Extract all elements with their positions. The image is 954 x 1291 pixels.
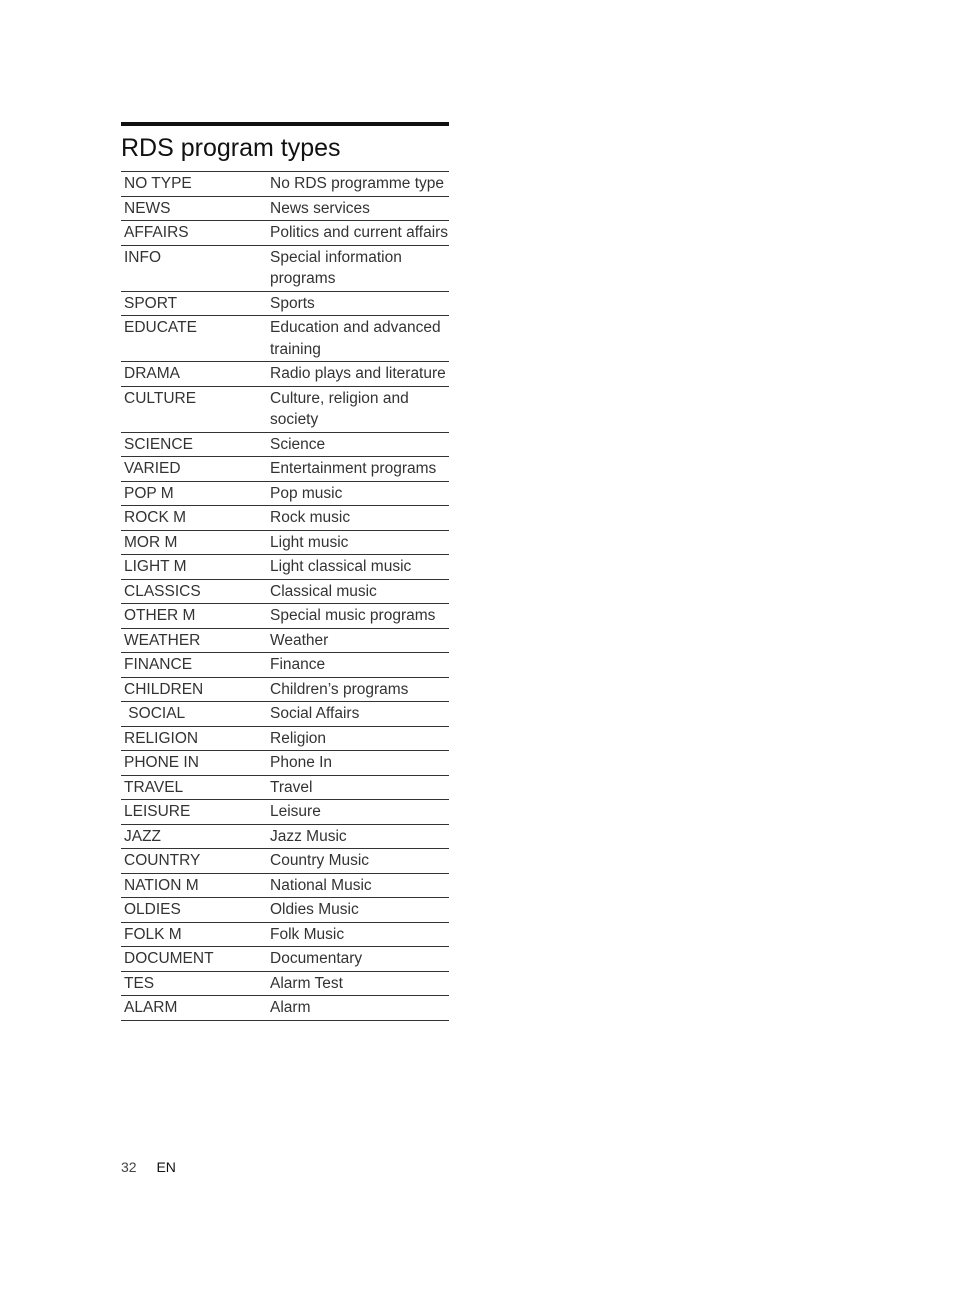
table-row bbox=[121, 506, 449, 531]
table-row bbox=[121, 800, 449, 825]
table-row bbox=[121, 386, 449, 432]
table-row bbox=[121, 947, 449, 972]
program-type-code: VARIED bbox=[121, 457, 267, 482]
table-row bbox=[121, 579, 449, 604]
table-row bbox=[121, 555, 449, 580]
program-type-code: WEATHER bbox=[121, 628, 267, 653]
program-type-code: CLASSICS bbox=[121, 579, 267, 604]
table-row bbox=[121, 824, 449, 849]
program-type-description: Radio plays and literature bbox=[267, 362, 449, 387]
table-row bbox=[121, 677, 449, 702]
table-row bbox=[121, 849, 449, 874]
program-types-table bbox=[121, 172, 449, 1021]
program-type-description: Country Music bbox=[267, 849, 449, 874]
program-type-code: JAZZ bbox=[121, 824, 267, 849]
program-type-description: Folk Music bbox=[267, 922, 449, 947]
table-row bbox=[121, 775, 449, 800]
table-row bbox=[121, 245, 449, 291]
page-number: 32 bbox=[121, 1159, 137, 1175]
program-type-description: National Music bbox=[267, 873, 449, 898]
program-type-code: OTHER M bbox=[121, 604, 267, 629]
table-row bbox=[121, 196, 449, 221]
table-row bbox=[121, 971, 449, 996]
page-footer bbox=[121, 1159, 176, 1175]
program-type-description: Travel bbox=[267, 775, 449, 800]
program-type-description: Social Affairs bbox=[267, 702, 449, 727]
table-row bbox=[121, 996, 449, 1021]
program-type-code: ROCK M bbox=[121, 506, 267, 531]
program-type-description: Special information programs bbox=[267, 245, 449, 291]
program-type-description: News services bbox=[267, 196, 449, 221]
program-type-code: DOCUMENT bbox=[121, 947, 267, 972]
table-row bbox=[121, 172, 449, 196]
program-type-code: INFO bbox=[121, 245, 267, 291]
program-type-description: Pop music bbox=[267, 481, 449, 506]
program-type-description: Light music bbox=[267, 530, 449, 555]
program-type-description: Sports bbox=[267, 291, 449, 316]
program-type-code: OLDIES bbox=[121, 898, 267, 923]
program-type-description: Science bbox=[267, 432, 449, 457]
program-type-code: AFFAIRS bbox=[121, 221, 267, 246]
program-type-description: Entertainment programs bbox=[267, 457, 449, 482]
program-type-code: TES bbox=[121, 971, 267, 996]
program-type-code: RELIGION bbox=[121, 726, 267, 751]
program-type-description: Classical music bbox=[267, 579, 449, 604]
table-row bbox=[121, 604, 449, 629]
table-row bbox=[121, 751, 449, 776]
program-type-code: LEISURE bbox=[121, 800, 267, 825]
program-type-description: Children’s programs bbox=[267, 677, 449, 702]
program-type-description: Light classical music bbox=[267, 555, 449, 580]
program-type-code: POP M bbox=[121, 481, 267, 506]
program-type-code: FINANCE bbox=[121, 653, 267, 678]
program-type-description: Culture, religion and society bbox=[267, 386, 449, 432]
table-row bbox=[121, 530, 449, 555]
program-type-code: TRAVEL bbox=[121, 775, 267, 800]
program-type-description: Finance bbox=[267, 653, 449, 678]
table-row bbox=[121, 362, 449, 387]
table-row bbox=[121, 726, 449, 751]
program-type-code: SCIENCE bbox=[121, 432, 267, 457]
program-type-description: Documentary bbox=[267, 947, 449, 972]
table-row bbox=[121, 291, 449, 316]
program-type-description: Rock music bbox=[267, 506, 449, 531]
table-row bbox=[121, 628, 449, 653]
program-type-code: COUNTRY bbox=[121, 849, 267, 874]
page-title: RDS program types bbox=[121, 126, 449, 172]
table-row bbox=[121, 432, 449, 457]
rds-program-types-section bbox=[121, 122, 449, 1021]
program-type-code: CULTURE bbox=[121, 386, 267, 432]
program-type-code: PHONE IN bbox=[121, 751, 267, 776]
program-type-description: Jazz Music bbox=[267, 824, 449, 849]
table-row bbox=[121, 221, 449, 246]
program-types-table-body bbox=[121, 172, 449, 1020]
program-type-code: FOLK M bbox=[121, 922, 267, 947]
program-type-code: CHILDREN bbox=[121, 677, 267, 702]
table-row bbox=[121, 457, 449, 482]
program-type-code: NO TYPE bbox=[121, 172, 267, 196]
program-type-description: Alarm bbox=[267, 996, 449, 1021]
program-type-description: Leisure bbox=[267, 800, 449, 825]
program-type-code: MOR M bbox=[121, 530, 267, 555]
program-type-code: SOCIAL bbox=[121, 702, 267, 727]
table-row bbox=[121, 653, 449, 678]
program-type-code: NATION M bbox=[121, 873, 267, 898]
table-row bbox=[121, 898, 449, 923]
program-type-description: Oldies Music bbox=[267, 898, 449, 923]
program-type-description: Weather bbox=[267, 628, 449, 653]
language-code: EN bbox=[156, 1159, 176, 1175]
table-row bbox=[121, 316, 449, 362]
program-type-code: NEWS bbox=[121, 196, 267, 221]
program-type-code: ALARM bbox=[121, 996, 267, 1021]
table-row bbox=[121, 922, 449, 947]
program-type-code: SPORT bbox=[121, 291, 267, 316]
program-type-code: DRAMA bbox=[121, 362, 267, 387]
program-type-description: Phone In bbox=[267, 751, 449, 776]
program-type-description: No RDS programme type bbox=[267, 172, 449, 196]
program-type-code: EDUCATE bbox=[121, 316, 267, 362]
program-type-description: Special music programs bbox=[267, 604, 449, 629]
table-row bbox=[121, 702, 449, 727]
program-type-description: Alarm Test bbox=[267, 971, 449, 996]
program-type-code: LIGHT M bbox=[121, 555, 267, 580]
table-row bbox=[121, 481, 449, 506]
program-type-description: Politics and current affairs bbox=[267, 221, 449, 246]
program-type-description: Education and advanced training bbox=[267, 316, 449, 362]
program-type-description: Religion bbox=[267, 726, 449, 751]
table-row bbox=[121, 873, 449, 898]
